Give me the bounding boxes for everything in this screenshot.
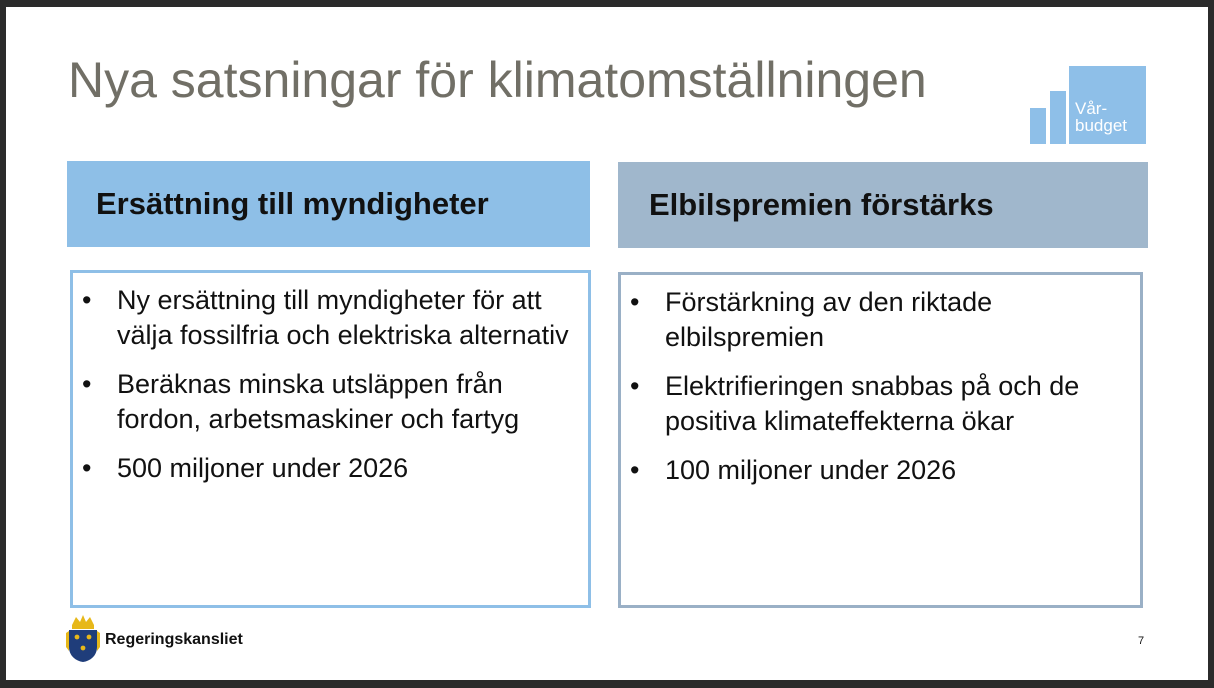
left-content-box — [70, 270, 591, 608]
bullet-text: Elektrifieringen snabbas på och de positiva klimateffekterna ökar — [665, 371, 1080, 436]
right-content-box — [618, 272, 1143, 608]
bullet-text: 500 miljoner under 2026 — [117, 453, 409, 483]
bullet-icon: • — [82, 285, 92, 315]
logo-text-line-1: Vår- — [1075, 99, 1108, 118]
right-header — [618, 162, 1148, 248]
list-item — [621, 453, 1140, 488]
right-bullet-list — [621, 285, 1140, 502]
logo-text — [1075, 100, 1145, 134]
slide-title: Nya satsningar för klimatomställningen — [68, 52, 927, 108]
varbudget-logo — [1030, 66, 1146, 144]
bullet-text: Beräknas minska utsläppen från fordon, arbetsmaskiner och fartyg — [117, 369, 520, 434]
logo-bar-medium — [1050, 91, 1066, 144]
left-header — [67, 161, 590, 247]
list-item — [73, 451, 588, 486]
brand-name: Regeringskansliet — [105, 631, 243, 648]
right-header-label: Elbilspremien förstärks — [649, 187, 994, 222]
left-bullet-list — [73, 283, 588, 500]
bullet-text: Förstärkning av den riktade elbilspremien — [665, 287, 993, 352]
bullet-text: Ny ersättning till myndigheter för att välja fossilfria och elektriska alternativ — [117, 285, 569, 350]
bullet-icon: • — [630, 455, 640, 485]
bullet-icon: • — [630, 371, 640, 401]
slide — [6, 7, 1208, 680]
list-item — [73, 283, 588, 353]
list-item — [621, 285, 1140, 355]
left-header-label: Ersättning till myndigheter — [96, 186, 489, 221]
bullet-icon: • — [82, 453, 92, 483]
crown-emblem-icon — [66, 613, 100, 663]
logo-bar-small — [1030, 108, 1046, 144]
list-item — [73, 367, 588, 437]
bullet-icon: • — [82, 369, 92, 399]
logo-text-line-2: budget — [1075, 116, 1127, 135]
list-item — [621, 369, 1140, 439]
bullet-icon: • — [630, 287, 640, 317]
page-number: 7 — [1138, 635, 1145, 647]
bullet-text: 100 miljoner under 2026 — [665, 455, 957, 485]
